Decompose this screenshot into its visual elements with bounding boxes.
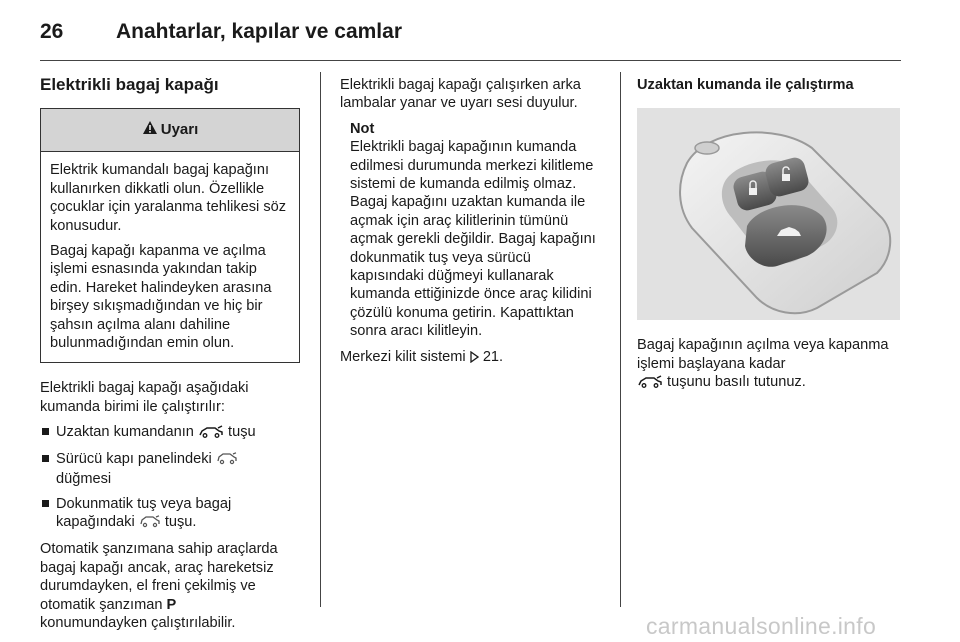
note-body: Elektrikli bagaj kapağının kumanda edilmesi durumunda merkezi kilitleme sistemi de kumanda edilmiş olmaz. Bagaj kapağını uzaktan kumanda ile açmak için araç kilitlerinin tümünü açmak gerekli değildir. Bagaj kapağını dokunmatik tuş veya sürücü kapısındaki düğmeyi kullanarak kumanda ettiğinizde önce araç kilidini çözülü konuma getirin. Kapattıktan sonra aracı kilitleyin. xyxy=(350,139,596,340)
note-block xyxy=(340,120,605,341)
list-item-text-end: düğmesi xyxy=(56,471,112,488)
bullet-square-icon xyxy=(42,428,49,435)
lamp-paragraph: Elektrikli bagaj kapağı çalışırken arka lambalar yanar ve uyarı sesi duyulur. xyxy=(340,77,581,112)
column-2 xyxy=(340,76,605,375)
list-item xyxy=(40,450,302,489)
trunk-outline-icon xyxy=(139,515,161,533)
list-item-text-start: Dokunmatik tuş veya bagaj kapağındaki xyxy=(56,495,232,530)
list-item-text-end: tuşu xyxy=(223,424,256,441)
column-1 xyxy=(40,76,302,639)
reference-paragraph xyxy=(340,348,605,368)
hold-text-end: tuşunu basılı tutunuz. xyxy=(663,374,806,391)
list-item-text-end: tuşu. xyxy=(160,513,197,530)
closing-paragraph xyxy=(40,540,302,632)
bullet-square-icon xyxy=(42,455,49,462)
page-header-title: Anahtarlar, kapılar ve camlar xyxy=(116,20,402,43)
warning-triangle-icon xyxy=(142,120,158,140)
closing-text: Otomatik şanzımana sahip araçlarda bagaj kapağı ancak, araç hareketsiz durumdayken, el freni çekilmiş ve otomatik şanzıman xyxy=(40,541,278,613)
watermark: carmanualsonline.info xyxy=(646,613,877,639)
section-title: Elektrikli bagaj kapağı xyxy=(40,75,219,94)
warning-paragraph-1: Elektrik kumandalı bagaj kapağını kullanırken dikkatli olun. Özellikle çocuklar için yaralanma tehlikesi söz konusudur. xyxy=(50,162,287,234)
column-divider-1 xyxy=(320,72,321,607)
list-item xyxy=(40,423,302,443)
car-trunk-icon xyxy=(637,375,663,393)
bullet-square-icon xyxy=(42,500,49,507)
warning-paragraph-2: Bagaj kapağı kapanma ve açılma işlemi esnasında yakından takip edin. Hareket halindeyken arasına birşey sıkışmadığından ve hiç bir şahsın açılma alanı dahiline bulunmadığından emin olun. xyxy=(50,243,272,352)
reference-arrow-icon xyxy=(470,350,479,368)
warning-heading: Uyarı xyxy=(160,121,199,139)
control-list xyxy=(40,423,302,533)
warning-box xyxy=(40,108,300,363)
reference-text: Merkezi kilit sistemi xyxy=(340,348,466,365)
list-item-text-start: Uzaktan kumandanın xyxy=(56,424,198,441)
reference-page: 21. xyxy=(482,348,504,365)
car-trunk-icon xyxy=(198,425,224,443)
column-3 xyxy=(637,76,902,401)
hold-text-start: Bagaj kapağının açılma veya kapanma işlemi başlayana kadar xyxy=(637,337,889,372)
header-rule xyxy=(40,60,901,61)
warning-header xyxy=(41,109,299,152)
gear-position-label: P xyxy=(166,596,177,613)
closing-text-end: konumundayken çalıştırılabilir. xyxy=(40,614,236,631)
remote-key-image xyxy=(637,108,900,320)
page-number: 26 xyxy=(40,20,64,43)
warning-body xyxy=(41,152,299,362)
intro-paragraph: Elektrikli bagaj kapağı aşağıdaki kumanda birimi ile çalıştırılır: xyxy=(40,380,249,415)
note-title: Not xyxy=(350,120,375,137)
trunk-outline-icon xyxy=(216,452,238,470)
subsection-title: Uzaktan kumanda ile çalıştırma xyxy=(637,77,854,93)
column-divider-2 xyxy=(620,72,621,607)
list-item-text-start: Sürücü kapı panelindeki xyxy=(56,450,216,467)
list-item xyxy=(40,495,302,534)
hold-paragraph xyxy=(637,336,902,393)
